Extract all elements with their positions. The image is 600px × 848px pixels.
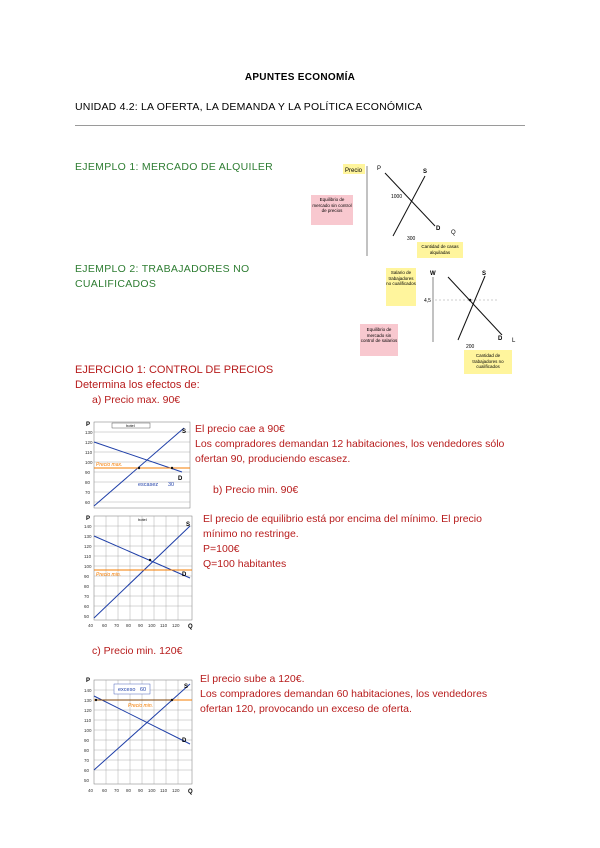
header-divider: [75, 125, 525, 126]
chart-b: [84, 512, 200, 632]
item-c-label: c) Precio min. 120€: [92, 645, 183, 657]
tick-label: 50: [84, 614, 90, 619]
tick-label: 100: [84, 728, 92, 733]
q-axis-label: Q: [188, 789, 193, 795]
supply-label: S: [182, 429, 187, 435]
supply-label: S: [423, 169, 428, 175]
supply-label: S: [184, 684, 189, 690]
tick-label: 120: [84, 708, 92, 713]
price-floor-label: Precio min.: [128, 703, 154, 709]
quantity-value: 200: [466, 344, 475, 350]
supply-label: S: [186, 522, 191, 528]
tick-label: 50: [84, 778, 90, 783]
supply-label: S: [482, 271, 487, 277]
p-axis-label: P: [86, 678, 91, 684]
answer-b-line1: El precio de equilibrio está por encima del mínimo. El precio: [203, 513, 482, 525]
tick-label: 80: [84, 748, 90, 753]
demand-label: D: [182, 572, 187, 578]
tick-label: 70: [84, 594, 90, 599]
tick-label: 90: [84, 574, 90, 579]
tick-label: 130: [84, 698, 92, 703]
demand-label: D: [436, 226, 441, 232]
x-tick-label: 70: [114, 623, 120, 628]
x-tick-label: 40: [88, 788, 94, 793]
equilibrium-note-text: Equilibrio de mercado sin control de precios: [312, 197, 352, 213]
tick-label: 140: [84, 524, 92, 529]
demand-point: [95, 699, 97, 701]
tick-label: 130: [84, 534, 92, 539]
answer-a-line2: Los compradores demandan 12 habitaciones, los vendedores sólo: [195, 438, 505, 450]
x-tick-label: 70: [114, 788, 120, 793]
x-tick-label: 110: [160, 788, 168, 793]
answer-b-line3: P=100€: [203, 543, 240, 555]
x-tick-label: 60: [102, 623, 108, 628]
example2-title-line2: CUALIFICADOS: [75, 278, 157, 290]
answer-b-line4: Q=100 habitantes: [203, 558, 287, 570]
tick-label: 60: [84, 768, 90, 773]
wage-axis-label: W: [430, 271, 436, 277]
wage-value: 4,5: [424, 298, 431, 304]
quantity-axis-label: L: [512, 338, 516, 344]
price-cap-label: Precio max.: [96, 462, 123, 468]
equilibrium-point: [149, 559, 151, 561]
unit-heading: UNIDAD 4.2: LA OFERTA, LA DEMANDA Y LA POLÍTICA ECONÓMICA: [75, 101, 423, 113]
answer-a-line1: El precio cae a 90€: [195, 423, 285, 435]
x-tick-label: 120: [172, 623, 180, 628]
document-title: APUNTES ECONOMÍA: [244, 72, 356, 83]
tick-label: 110: [84, 718, 92, 723]
x-tick-label: 80: [126, 788, 132, 793]
price-floor-label: Precio min.: [96, 572, 122, 578]
quantity-value: 300: [407, 236, 416, 242]
tick-label: 100: [84, 564, 92, 569]
q-axis-label: Q: [188, 624, 193, 630]
tick-label: 110: [84, 554, 92, 559]
answer-c-line2: Los compradores demandan 60 habitaciones, los vendedores: [200, 688, 488, 700]
x-tick-label: 120: [172, 788, 180, 793]
tick-label: 70: [85, 490, 91, 495]
tick-label: 60: [84, 604, 90, 609]
x-tick-label: 60: [102, 788, 108, 793]
tick-label: 140: [84, 688, 92, 693]
demand-label: D: [498, 336, 503, 342]
price-value: 1000: [391, 194, 403, 200]
tick-label: 120: [84, 544, 92, 549]
shortage-label: escasez: [138, 482, 159, 488]
example1-figure: [305, 158, 485, 260]
answer-a-line3: ofertan 90, produciendo escasez.: [195, 453, 351, 465]
tick-label: 120: [85, 440, 93, 445]
excess-label: exceso: [118, 687, 136, 693]
tick-label: 70: [84, 758, 90, 763]
demand-point: [171, 467, 173, 469]
tick-label: 90: [85, 470, 91, 475]
exercise-task: Determina los efectos de:: [75, 379, 200, 391]
supply-curve: [393, 176, 425, 236]
chart-c: [84, 674, 200, 796]
tick-label: 80: [85, 480, 91, 485]
quantity-note-text: Cantidad de casas alquiladas: [421, 244, 459, 255]
demand-curve: [448, 277, 502, 335]
x-tick-label: 110: [160, 623, 168, 628]
equilibrium-point: [469, 299, 472, 302]
x-tick-label: 80: [126, 623, 132, 628]
price-axis-label: Precio: [345, 168, 363, 174]
answer-b-line2: mínimo no restringe.: [203, 528, 299, 540]
answer-c-line1: El precio sube a 120€.: [200, 673, 305, 685]
answer-c-line3: ofertan 120, provocando un exceso de oferta.: [200, 703, 412, 715]
excess-value: 60: [140, 687, 147, 693]
shortage-value: 30: [168, 482, 175, 488]
example2-figure: [350, 262, 525, 380]
x-tick-label: 100: [148, 788, 156, 793]
supply-point: [138, 467, 140, 469]
supply-curve: [458, 276, 485, 340]
supply-point: [171, 699, 173, 701]
item-b-label: b) Precio min. 90€: [213, 484, 299, 496]
x-tick-label: 90: [138, 788, 144, 793]
p-axis-label: P: [86, 422, 91, 428]
top-label: hotel: [138, 517, 147, 522]
tick-label: 90: [84, 738, 90, 743]
tick-label: 80: [84, 584, 90, 589]
wage-note-text: Salario de trabajadores no cualificados: [386, 270, 416, 286]
quantity-note-text: Cantidad de trabajadores no cualificados: [472, 353, 504, 369]
chart-a: [84, 418, 192, 514]
quantity-axis-label: Q: [451, 230, 456, 236]
demand-label: D: [182, 738, 187, 744]
equilibrium-note-text: Equilibrio de mercado sin control de salarios: [360, 327, 398, 343]
demand-label: D: [178, 476, 183, 482]
tick-label: 130: [85, 430, 93, 435]
p-axis-label: P: [86, 516, 91, 522]
example1-title: EJEMPLO 1: MERCADO DE ALQUILER: [75, 161, 274, 173]
x-tick-label: 100: [148, 623, 156, 628]
top-label: hotel: [126, 423, 135, 428]
tick-label: 100: [85, 460, 93, 465]
item-a-label: a) Precio max. 90€: [92, 394, 181, 406]
tick-label: 60: [85, 500, 91, 505]
exercise-title: EJERCICIO 1: CONTROL DE PRECIOS: [75, 364, 274, 376]
x-tick-label: 40: [88, 623, 94, 628]
x-tick-label: 90: [138, 623, 144, 628]
tick-label: 110: [85, 450, 93, 455]
example2-title-line1: EJEMPLO 2: TRABAJADORES NO: [75, 263, 250, 275]
price-axis-p: P: [377, 166, 382, 172]
